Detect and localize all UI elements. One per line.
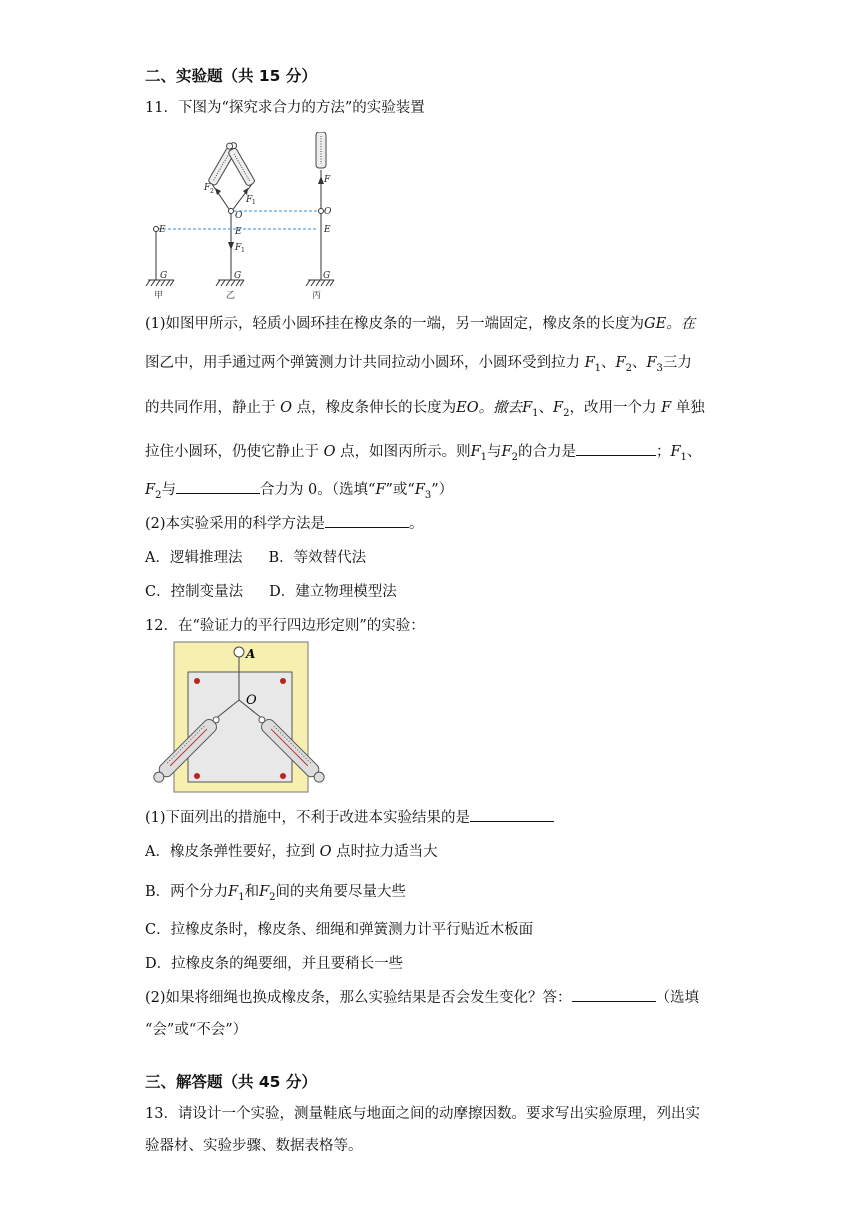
q12-p2-line1: (2)如果将细绳也换成橡皮条，那么实验结果是否会发生变化？答： （选填: [145, 986, 699, 1007]
label-e-bing: E: [324, 225, 331, 235]
label-a: A: [246, 647, 256, 661]
label-e-yi: E: [235, 227, 242, 237]
svg-text:1: 1: [241, 247, 245, 254]
answer-blank-3[interactable]: [325, 513, 409, 528]
label-o-bing: O: [324, 207, 332, 217]
q12-option-d[interactable]: D．拉橡皮条的绳要细，并且要稍长一些: [145, 956, 404, 972]
section-2-title: 二、实验题（共 15 分）: [145, 67, 317, 85]
section-3-title: 三、解答题（共 45 分）: [145, 1073, 317, 1091]
label-e-jia: E: [159, 225, 166, 235]
q12-stem: 12．在“验证力的平行四边形定则”的实验：: [145, 618, 425, 634]
label-f1-down: F: [235, 243, 242, 253]
label-f-bing: F: [324, 175, 331, 185]
q13-line2: 验器材、实验步骤、数据表格等。: [145, 1138, 363, 1154]
caption-jia: 甲: [154, 291, 164, 301]
answer-blank-1[interactable]: [576, 441, 656, 456]
option-a[interactable]: A．逻辑推理法: [145, 550, 243, 566]
label-f1: F: [246, 195, 253, 205]
q12-figure: [142, 640, 346, 804]
svg-text:2: 2: [210, 188, 214, 195]
label-g-yi: G: [234, 271, 242, 281]
q12-p2-line2: “会”或“不会”）: [145, 1022, 248, 1038]
q11-options-row2: [145, 580, 397, 601]
answer-blank-4[interactable]: [470, 807, 554, 822]
label-o-yi: O: [235, 211, 243, 221]
q11-p1-line1: (1)如图甲所示，轻质小圆环挂在橡皮条的一端，另一端固定，橡皮条的长度为GE。在: [145, 316, 696, 332]
q12-option-a[interactable]: A．橡皮条弹性要好，拉到 O 点时拉力适当大: [145, 844, 438, 860]
q11-p1-line4: 拉住小圆环，仍使它静止于 O 点，如图丙所示。则$F_1$与$F_2$的合力是 ；$F_1$、: [145, 440, 701, 463]
q12-option-b[interactable]: B．两个分力$F_1$和$F_2$间的夹角要尽量大些: [145, 884, 407, 903]
answer-blank-2[interactable]: [176, 479, 260, 494]
svg-text:1: 1: [252, 199, 256, 206]
q11-p2: (2)本实验采用的科学方法是 。: [145, 512, 424, 533]
label-g-bing: G: [323, 271, 331, 281]
option-b[interactable]: B．等效替代法: [268, 550, 367, 566]
option-c[interactable]: C．控制变量法: [145, 584, 244, 600]
q11-options-row1: [145, 546, 366, 567]
q13-line1: 13．请设计一个实验，测量鞋底与地面之间的动摩擦因数。要求写出实验原理，列出实: [145, 1106, 700, 1122]
q11-p1-line5: $F_2$与 合力为 0。（选填“F”或“$F_3$”）: [145, 478, 453, 501]
label-o: O: [246, 693, 257, 708]
q11-figure: [140, 132, 340, 304]
q11-p1-line3: 的共同作用，静止于 O 点，橡皮条伸长的长度为EO。撤去$F_1$、$F_2$，改用一个力 F 单独: [145, 400, 705, 419]
option-d[interactable]: D．建立物理模型法: [269, 584, 397, 600]
caption-yi: 乙: [226, 291, 236, 301]
q12-p1: (1)下面列出的措施中，不利于改进本实验结果的是: [145, 806, 554, 827]
q12-option-c[interactable]: C．拉橡皮条时，橡皮条、细绳和弹簧测力计平行贴近木板面: [145, 922, 534, 938]
q11-p1-line2: 图乙中，用手通过两个弹簧测力计共同拉动小圆环，小圆环受到拉力 $F_1$、$F_2$、$F_3$三力: [145, 355, 692, 374]
label-f2: F: [204, 183, 211, 193]
q11-stem: 11．下图为“探究求合力的方法”的实验装置: [145, 100, 425, 116]
caption-bing: 丙: [312, 291, 322, 301]
label-g-jia: G: [160, 271, 168, 281]
answer-blank-5[interactable]: [572, 987, 656, 1002]
